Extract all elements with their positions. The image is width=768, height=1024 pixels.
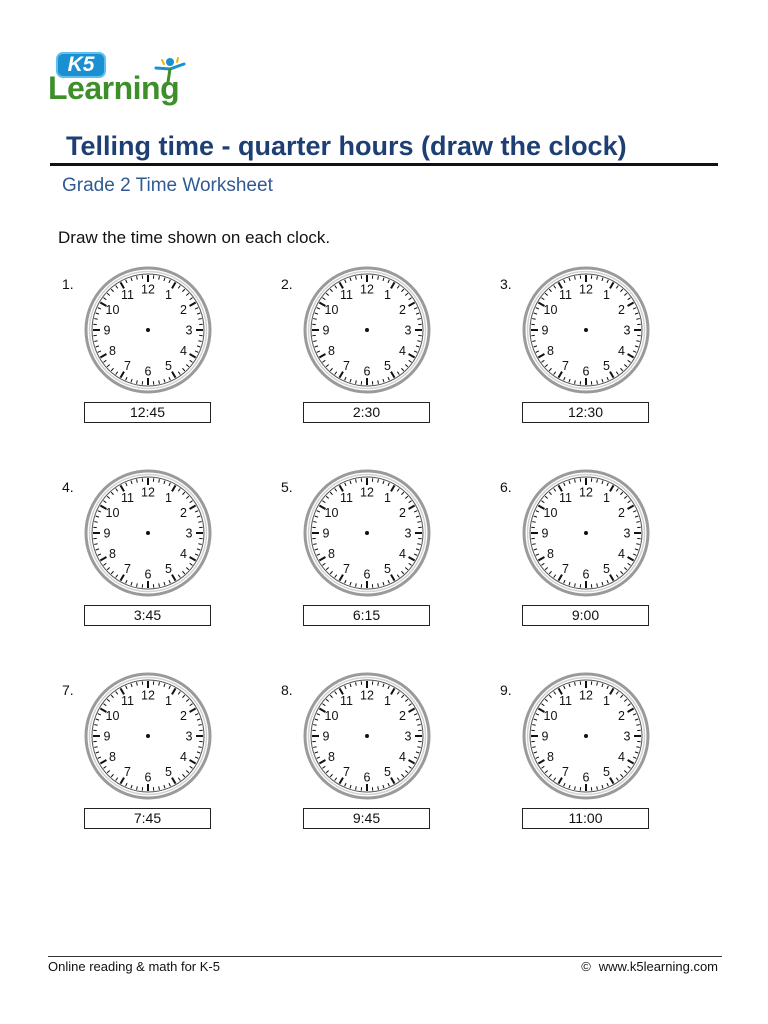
clock-number: 12	[141, 688, 155, 703]
clock-number: 5	[384, 359, 391, 374]
clock-number: 6	[582, 770, 590, 785]
clock-number: 7	[562, 765, 569, 780]
clock-number: 12	[141, 282, 155, 297]
clock-number: 12	[360, 485, 374, 500]
clock-number: 7	[124, 765, 131, 780]
clock-number: 11	[340, 490, 353, 505]
copyright-symbol: ©	[581, 959, 591, 974]
clock-number: 5	[384, 562, 391, 577]
clock-number: 10	[105, 506, 120, 520]
clock-center-dot	[365, 328, 369, 332]
time-label: 3:45	[84, 605, 211, 626]
clock-number: 11	[121, 693, 134, 708]
clock-number: 4	[180, 547, 187, 561]
clock-number: 8	[109, 344, 116, 358]
problem-item	[281, 682, 481, 862]
clock-number: 7	[124, 359, 131, 374]
clock-number: 1	[165, 287, 172, 302]
clock-number: 6	[363, 364, 371, 379]
clock-number: 3	[404, 729, 412, 744]
clock-center-dot	[365, 734, 369, 738]
problem-number: 3.	[500, 276, 512, 292]
clock-number: 8	[547, 750, 554, 764]
time-label: 9:45	[303, 808, 430, 829]
clock-number: 5	[603, 765, 610, 780]
problem-item	[500, 276, 700, 456]
clock-number: 12	[360, 688, 374, 703]
clock-number: 1	[603, 693, 610, 708]
clock-face	[84, 266, 212, 394]
problem-number: 5.	[281, 479, 293, 495]
clock-number: 2	[180, 709, 187, 723]
time-label: 7:45	[84, 808, 211, 829]
clock-number: 4	[399, 750, 406, 764]
clock-face	[303, 469, 431, 597]
problem-item	[500, 479, 700, 659]
clock-center-dot	[146, 531, 150, 535]
title-divider	[50, 163, 718, 166]
time-label: 6:15	[303, 605, 430, 626]
clock-number: 9	[103, 526, 111, 541]
clock-number: 12	[579, 688, 593, 703]
clock-number: 3	[404, 323, 412, 338]
logo-wordmark: Learning	[48, 70, 180, 106]
problem-number: 7.	[62, 682, 74, 698]
clock-center-dot	[584, 734, 588, 738]
clock-number: 4	[180, 750, 187, 764]
clock-number: 3	[623, 729, 631, 744]
footer-url[interactable]: www.k5learning.com	[598, 959, 718, 974]
clock-number: 1	[165, 693, 172, 708]
clock-number: 10	[105, 303, 120, 317]
clock-face	[522, 469, 650, 597]
clock-number: 11	[559, 490, 572, 505]
clock-number: 3	[623, 323, 631, 338]
footer-divider	[48, 956, 722, 957]
footer-tagline: Online reading & math for K-5	[48, 959, 220, 974]
clock-number: 4	[618, 344, 625, 358]
clock-number: 8	[547, 547, 554, 561]
page-title: Telling time - quarter hours (draw the clock)	[66, 131, 627, 161]
problem-number: 8.	[281, 682, 293, 698]
clock-number: 5	[603, 562, 610, 577]
clock-number: 4	[180, 344, 187, 358]
clock-number: 9	[322, 526, 330, 541]
clock-number: 2	[618, 303, 625, 317]
clock-face	[84, 469, 212, 597]
clock-number: 5	[384, 765, 391, 780]
clock-number: 2	[618, 506, 625, 520]
clock-center-dot	[365, 531, 369, 535]
clock-number: 6	[144, 364, 152, 379]
clock-number: 10	[543, 506, 558, 520]
clock-number: 8	[109, 750, 116, 764]
clock-number: 11	[121, 287, 134, 302]
clock-number: 9	[322, 729, 330, 744]
clock-number: 10	[324, 303, 339, 317]
clock-face	[303, 672, 431, 800]
clock-number: 2	[180, 303, 187, 317]
clock-number: 1	[384, 693, 391, 708]
logo-figure-icon	[148, 56, 188, 86]
clock-number: 5	[165, 562, 172, 577]
clock-number: 11	[340, 693, 353, 708]
clock-number: 9	[103, 323, 111, 338]
clock-face	[84, 672, 212, 800]
clock-center-dot	[584, 328, 588, 332]
clock-number: 1	[165, 490, 172, 505]
problem-item	[62, 682, 262, 862]
clock-number: 7	[343, 562, 350, 577]
problem-number: 2.	[281, 276, 293, 292]
problem-item	[62, 276, 262, 456]
clock-number: 6	[363, 567, 371, 582]
clock-number: 6	[144, 770, 152, 785]
clock-number: 9	[541, 526, 549, 541]
time-label: 11:00	[522, 808, 649, 829]
worksheet-subtitle: Grade 2 Time Worksheet	[62, 175, 273, 196]
clock-number: 4	[399, 344, 406, 358]
clock-number: 2	[399, 709, 406, 723]
clock-number: 2	[399, 506, 406, 520]
clock-face	[522, 266, 650, 394]
clock-number: 2	[180, 506, 187, 520]
clock-number: 2	[399, 303, 406, 317]
clock-face	[303, 266, 431, 394]
instructions: Draw the time shown on each clock.	[58, 228, 331, 247]
clock-number: 12	[579, 282, 593, 297]
problem-item	[62, 479, 262, 659]
clock-number: 3	[404, 526, 412, 541]
problem-number: 4.	[62, 479, 74, 495]
clock-number: 6	[363, 770, 371, 785]
problem-number: 1.	[62, 276, 74, 292]
footer-site	[581, 959, 718, 974]
clock-number: 6	[582, 364, 590, 379]
problem-item	[500, 682, 700, 862]
clock-number: 1	[384, 287, 391, 302]
clock-center-dot	[584, 531, 588, 535]
time-label: 12:45	[84, 402, 211, 423]
clock-number: 5	[603, 359, 610, 374]
clock-face	[522, 672, 650, 800]
k5-learning-logo	[48, 50, 188, 114]
clock-number: 7	[124, 562, 131, 577]
clock-number: 8	[547, 344, 554, 358]
clock-number: 12	[141, 485, 155, 500]
clock-number: 10	[105, 709, 120, 723]
clock-number: 8	[109, 547, 116, 561]
clock-center-dot	[146, 734, 150, 738]
clock-number: 3	[185, 323, 193, 338]
clock-number: 3	[185, 526, 193, 541]
clock-number: 10	[543, 709, 558, 723]
clock-number: 3	[185, 729, 193, 744]
problem-number: 6.	[500, 479, 512, 495]
time-label: 12:30	[522, 402, 649, 423]
clock-number: 8	[328, 750, 335, 764]
clock-number: 9	[322, 323, 330, 338]
clock-number: 1	[384, 490, 391, 505]
clock-center-dot	[146, 328, 150, 332]
problem-item	[281, 479, 481, 659]
clock-number: 1	[603, 287, 610, 302]
problem-item	[281, 276, 481, 456]
problem-number: 9.	[500, 682, 512, 698]
logo-badge-text: K5	[67, 53, 95, 76]
clock-number: 9	[541, 323, 549, 338]
clock-number: 5	[165, 359, 172, 374]
clock-number: 7	[562, 359, 569, 374]
clock-number: 2	[618, 709, 625, 723]
clock-number: 9	[103, 729, 111, 744]
clock-number: 4	[618, 547, 625, 561]
clock-number: 7	[343, 359, 350, 374]
clock-number: 12	[579, 485, 593, 500]
clock-number: 6	[582, 567, 590, 582]
time-label: 9:00	[522, 605, 649, 626]
clock-number: 10	[324, 709, 339, 723]
clock-number: 8	[328, 344, 335, 358]
clock-number: 11	[340, 287, 353, 302]
clock-number: 11	[559, 693, 572, 708]
clock-number: 4	[618, 750, 625, 764]
clock-number: 12	[360, 282, 374, 297]
clock-number: 10	[324, 506, 339, 520]
clock-number: 11	[559, 287, 572, 302]
clock-number: 6	[144, 567, 152, 582]
clock-number: 8	[328, 547, 335, 561]
clock-number: 11	[121, 490, 134, 505]
clock-number: 5	[165, 765, 172, 780]
clock-number: 7	[562, 562, 569, 577]
clock-number: 9	[541, 729, 549, 744]
clock-number: 10	[543, 303, 558, 317]
clock-number: 3	[623, 526, 631, 541]
clock-number: 7	[343, 765, 350, 780]
time-label: 2:30	[303, 402, 430, 423]
clock-number: 1	[603, 490, 610, 505]
clock-number: 4	[399, 547, 406, 561]
